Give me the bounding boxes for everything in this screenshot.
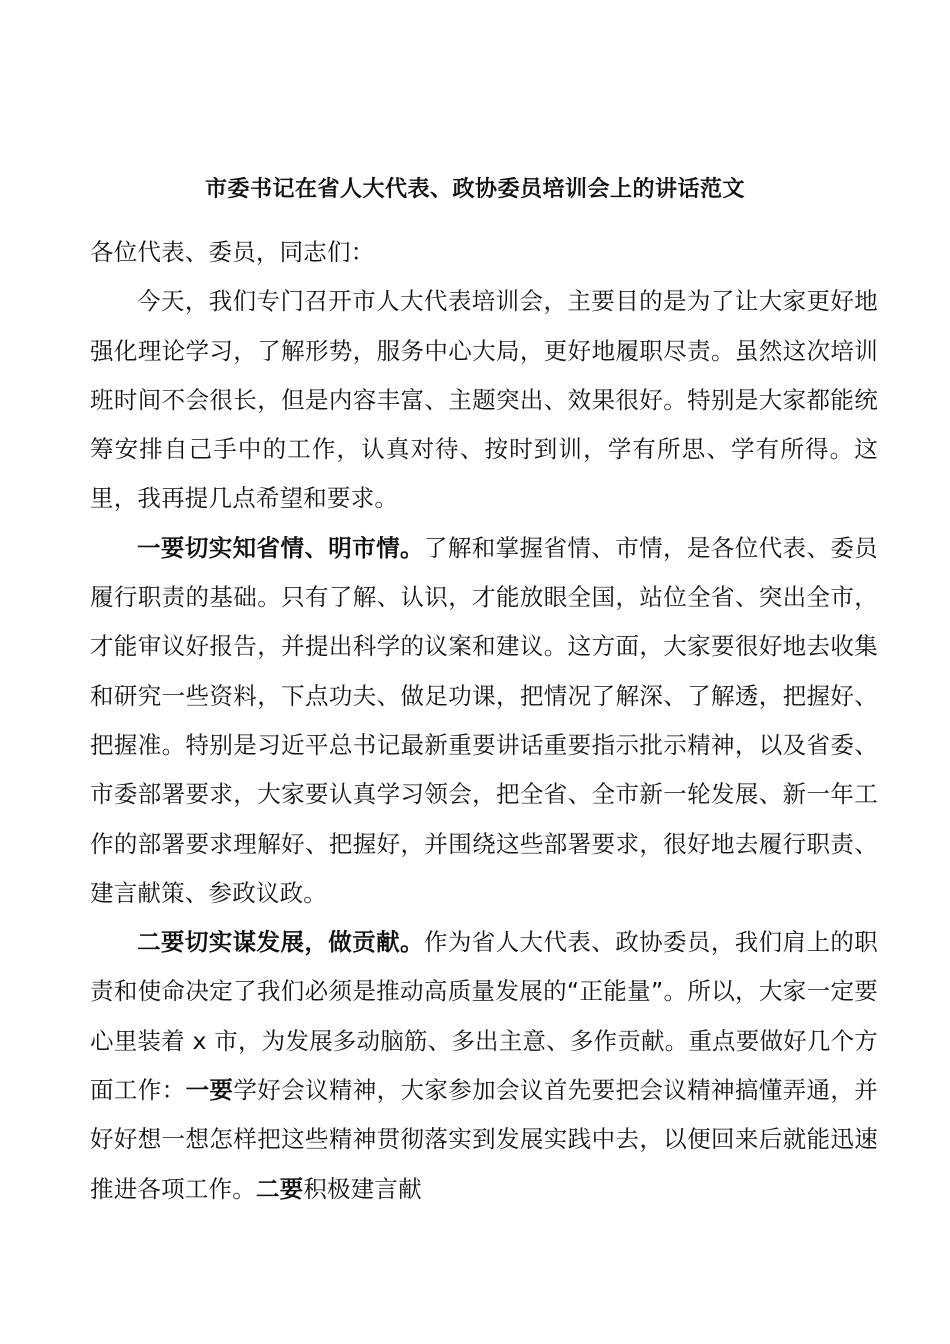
point-one-text: 了解和掌握省情、市情，是各位代表、委员履行职责的基础。只有了解、认识，才能放眼全国，站位全省、突出全市，才能审议好报告，并提出科学的议案和建议。这方面，大家要很好地去收集和研究一些资料，下点功夫、做足功课，把情况了解深、了解透，把握好、把握准。特别是习近平总书记最新重要讲话重要指示批示精神，以及省委、市委部署要求，大家要认真学习领会，把全省、全市新一轮发展、新一年工作的部署要求理解好、把握好，并围绕这些部署要求，很好地去履行职责、建言献策、参政议政。 <box>90 533 878 907</box>
document-title: 市委书记在省人大代表、政协委员培训会上的讲话范文 <box>204 177 745 202</box>
point-two-text: 作为省人大代表、政协委员，我们肩上的职责和使命决定了我们必须是推动高质量发展的“正能量”。所以，大家一定要心里装着 x 市，为发展多动脑筋、多出主意、多作贡献。重点要做好几个方面工作： <box>90 928 878 1105</box>
point-one-heading: 一要切实知省情、明市情。 <box>137 533 424 562</box>
point-two-sub-one-heading: 一要 <box>185 1076 234 1105</box>
document-body <box>90 228 878 1214</box>
paragraph-point-two <box>90 918 878 1214</box>
paragraph-intro: 今天，我们专门召开市人大代表培训会，主要目的是为了让大家更好地强化理论学习，了解形势，服务中心大局，更好地履职尽责。虽然这次培训班时间不会很长，但是内容丰富、主题突出、效果很好。特别是大家都能统筹安排自己手中的工作，认真对待、按时到训，学有所思、学有所得。这里，我再提几点希望和要求。 <box>90 287 878 513</box>
salutation: 各位代表、委员，同志们： <box>90 238 375 266</box>
point-two-sub-two-heading: 二要 <box>255 1174 304 1203</box>
point-two-sub-two-text: 积极建言献 <box>303 1174 422 1203</box>
point-two-sub-one-text: 学好会议精神，大家参加会议首先要把会议精神搞懂弄通，并好好想一想怎样把这些精神贯彻落实到发展实践中去，以便回来后就能迅速推进各项工作。 <box>90 1076 879 1203</box>
point-two-heading: 二要切实谋发展，做贡献。 <box>137 928 424 957</box>
paragraph-point-one <box>90 524 878 918</box>
